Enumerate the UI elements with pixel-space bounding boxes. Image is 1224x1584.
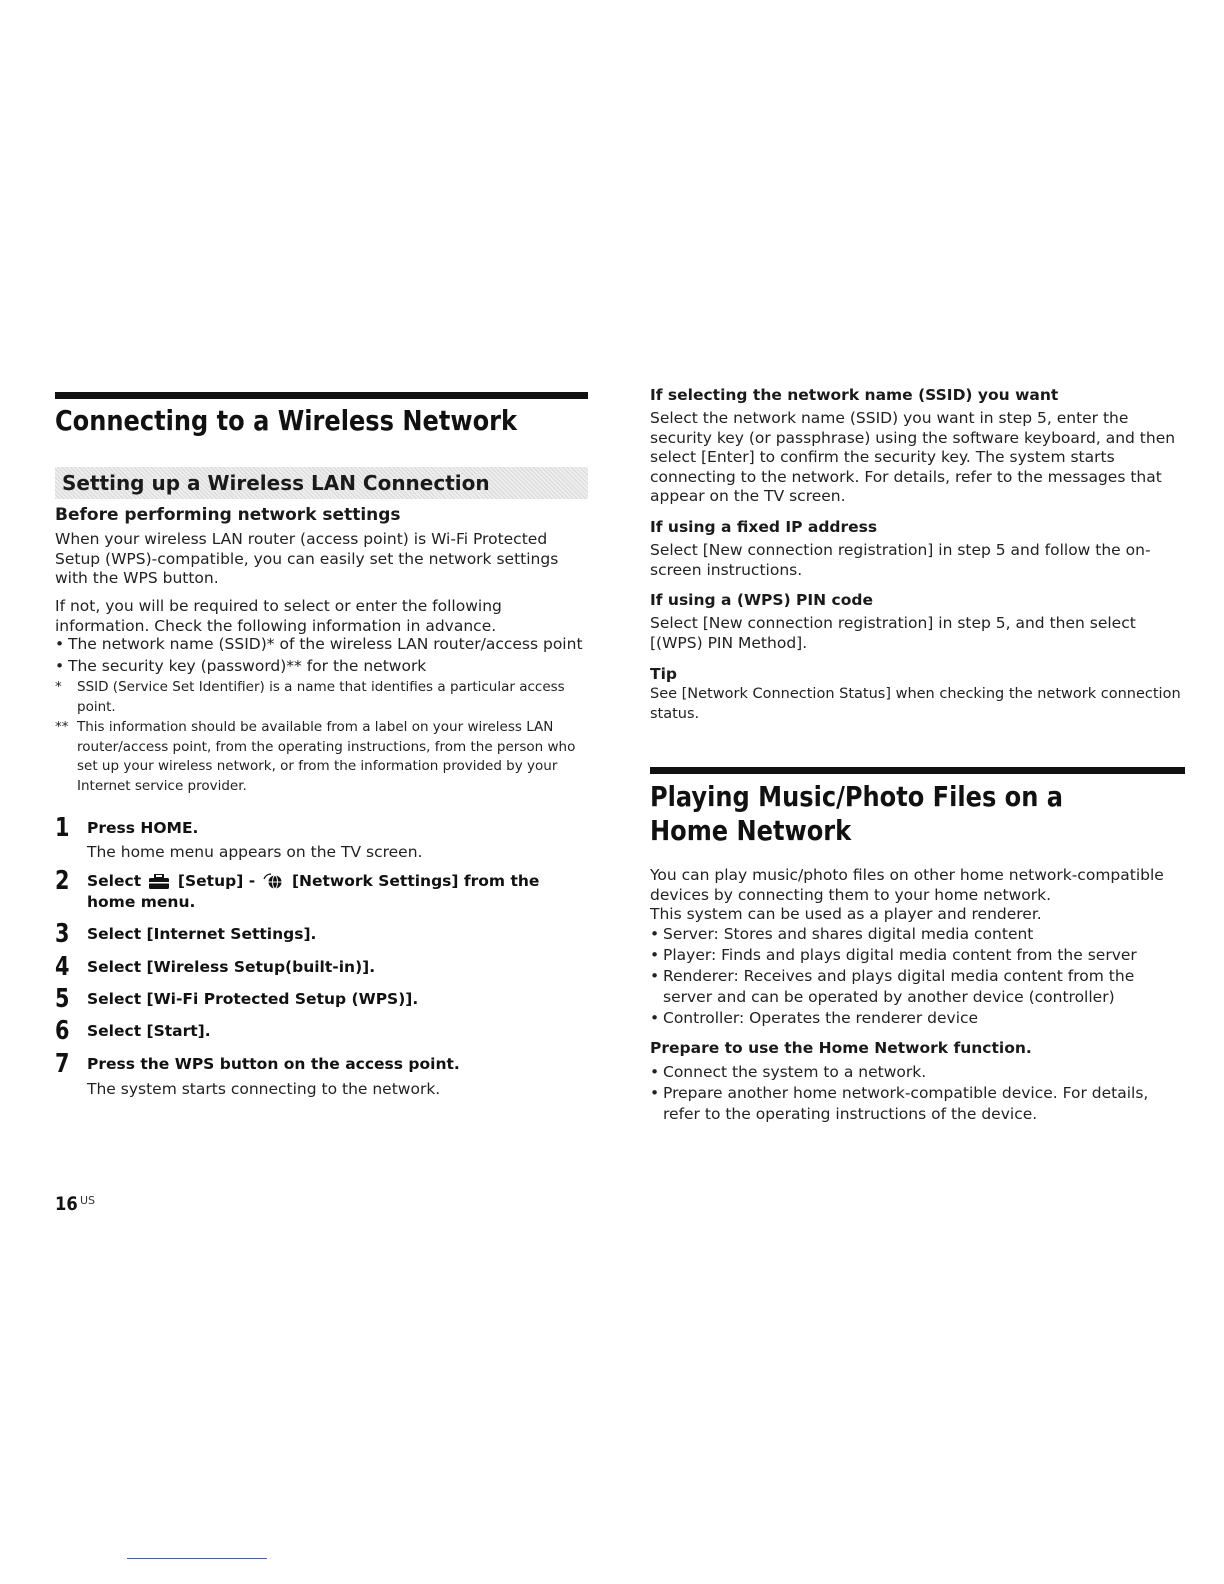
list-item: • The security key (password)** for the network: [55, 656, 588, 677]
step-label-part: [Network Settings] from the home menu.: [87, 872, 540, 911]
step-description: The system starts connecting to the network.: [87, 1080, 441, 1098]
heading-prepare: Prepare to use the Home Network function.: [650, 1039, 1032, 1057]
step-description: The home menu appears on the TV screen.: [87, 843, 423, 861]
page-number: 16: [55, 1193, 78, 1215]
bottom-rule: [127, 1558, 267, 1559]
footnote-text: This information should be available from a label on your wireless LAN router/access point, from the operating instructions, from the person who set up your wireless network, or from the information provided by your Internet service provider.: [77, 719, 576, 794]
wps-pin-paragraph: Select [New connection registration] in step 5, and then select [(WPS) PIN Method].: [650, 614, 1136, 652]
heading-wps-pin: If using a (WPS) PIN code: [650, 591, 873, 609]
toolbox-icon: [149, 874, 169, 889]
footnote: [55, 678, 587, 717]
section-band: [55, 467, 588, 499]
step: [55, 867, 588, 917]
section-rule: [55, 392, 588, 399]
list-item: • Prepare another home network-compatible device. For details, refer to the operating instructions of the device.: [650, 1083, 1173, 1125]
step-number: 5: [55, 984, 70, 1014]
list-item: • Renderer: Receives and plays digital media content from the server and can be operated by another device (controller): [650, 966, 1183, 1008]
globe-icon: [263, 873, 283, 889]
footnote-mark: *: [55, 679, 62, 695]
list-item: • Connect the system to a network.: [650, 1062, 1183, 1083]
step-label: Select [Wireless Setup(built-in)].: [87, 958, 376, 976]
step-label-part: [Setup] -: [177, 872, 256, 890]
step-number: 7: [55, 1049, 70, 1079]
step: [55, 1050, 588, 1100]
intro-paragraph: When your wireless LAN router (access point) is Wi-Fi Protected Setup (WPS)-compatible, you can easily set the network settings with the WPS button.: [55, 530, 559, 587]
fixed-ip-paragraph: Select [New connection registration] in step 5 and follow the on-screen instructions.: [650, 541, 1151, 579]
list-item: • The network name (SSID)* of the wireless LAN router/access point: [55, 634, 588, 655]
footnote-mark: **: [55, 719, 69, 735]
step-label: Press the WPS button on the access point.: [87, 1055, 460, 1073]
step-label: Select [Internet Settings].: [87, 925, 317, 943]
footnote-text: SSID (Service Set Identifier) is a name that identifies a particular access point.: [77, 679, 565, 715]
step: [55, 920, 588, 950]
step-number: 6: [55, 1016, 70, 1046]
list-item: • Server: Stores and shares digital media content: [650, 924, 1183, 945]
step-number: 2: [55, 866, 70, 896]
page-title: Connecting to a Wireless Network: [55, 404, 518, 437]
ssid-paragraph: Select the network name (SSID) you want in step 5, enter the security key (or passphrase) using the software keyboard, and then select [Enter] to confirm the security key. The system starts connecting to the network. For details, refer to the messages that appear on the TV screen.: [650, 409, 1176, 505]
heading-select-ssid: If selecting the network name (SSID) you want: [650, 386, 1059, 404]
tip-heading: Tip: [650, 665, 677, 683]
step: [55, 953, 588, 983]
list-item: • Controller: Operates the renderer device: [650, 1008, 1183, 1029]
step-label-part: Select: [87, 872, 142, 890]
step-label: Select [Wi-Fi Protected Setup (WPS)].: [87, 990, 419, 1008]
step-number: 3: [55, 919, 70, 949]
intro-paragraph: You can play music/photo files on other home network-compatible devices by connecting them to your home network.: [650, 866, 1164, 904]
intro-paragraph: This system can be used as a player and renderer.: [650, 905, 1042, 923]
heading-fixed-ip: If using a fixed IP address: [650, 518, 878, 536]
page-region-code: US: [80, 1194, 96, 1207]
step: [55, 985, 588, 1015]
section-heading: Setting up a Wireless LAN Connection: [62, 471, 490, 495]
step: [55, 814, 588, 864]
page-title: Playing Music/Photo Files on a Home Network: [650, 780, 1063, 847]
list-item: • Player: Finds and plays digital media content from the server: [650, 945, 1183, 966]
step-label: Press HOME.: [87, 819, 199, 837]
step-label: [87, 871, 567, 913]
step-number: 4: [55, 952, 70, 982]
step: [55, 1017, 588, 1047]
subheading-before-settings: Before performing network settings: [55, 505, 401, 525]
footnote: [55, 718, 587, 796]
step-label: Select [Start].: [87, 1022, 211, 1040]
tip-paragraph: See [Network Connection Status] when checking the network connection status.: [650, 686, 1181, 722]
step-number: 1: [55, 813, 70, 843]
intro-paragraph: If not, you will be required to select or enter the following information. Check the following information in advance.: [55, 597, 502, 635]
section-rule: [650, 767, 1185, 774]
